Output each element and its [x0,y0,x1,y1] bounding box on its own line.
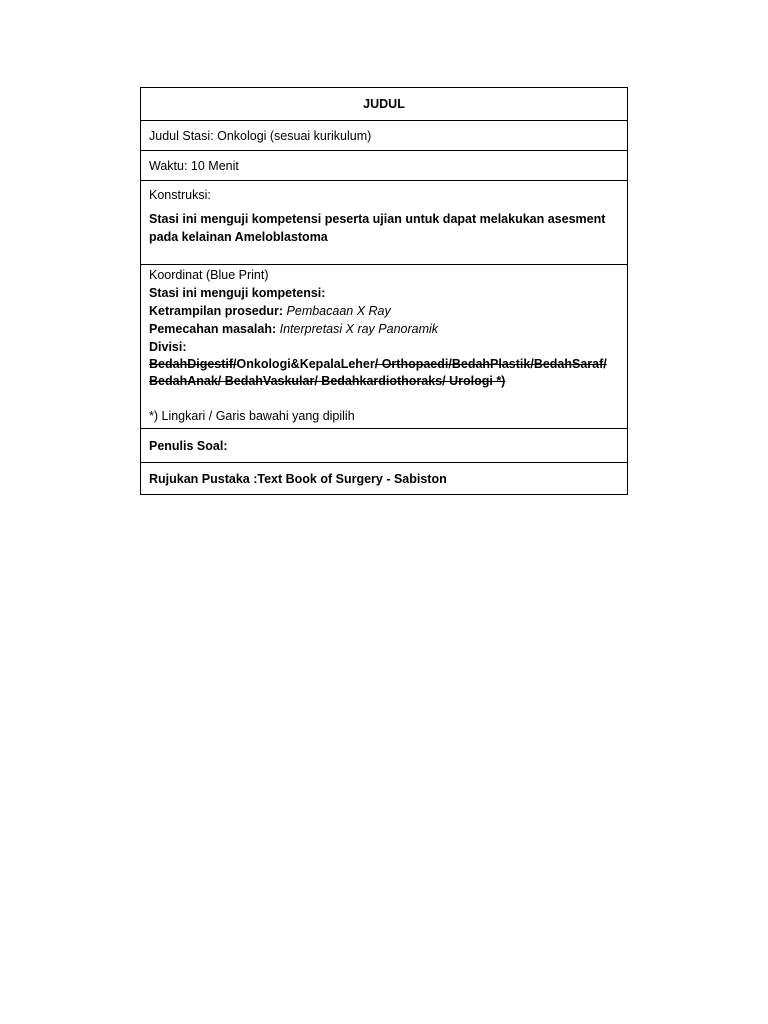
exam-station-table [140,87,628,495]
judul-stasi-text: Judul Stasi: Onkologi (sesuai kurikulum) [149,129,372,143]
pemecahan-value: Interpretasi X ray Panoramik [279,322,439,336]
konstruksi-description: Stasi ini menguji kompetensi peserta ujian untuk dapat melakukan asesment pada kelainan Ameloblastoma [149,212,606,244]
rujukan-text: Rujukan Pustaka :Text Book of Surgery - Sabiston [149,472,447,486]
ketrampilan-value: Pembacaan X Ray [286,304,391,318]
spacer [149,390,619,407]
divisi-note: *) Lingkari / Garis bawahi yang dipilih [149,409,355,423]
rujukan-row [141,462,627,494]
table-title: JUDUL [363,97,405,111]
pemecahan-line [149,320,619,338]
penulis-text: Penulis Soal: [149,439,228,453]
divisi-item-bedah-digestif: BedahDigestif/ [149,357,237,371]
koordinat-label: Koordinat (Blue Print) [149,268,269,282]
waktu-row [141,150,627,180]
waktu-text: Waktu: 10 Menit [149,159,239,173]
penulis-row [141,428,627,462]
divisi-item-onkologi: Onkologi&KepalaLeher [236,357,375,371]
table-title-row [141,88,627,120]
divisi-item-others: / Orthopaedi/BedahPlastik/BedahSaraf/ BedahAnak/ BedahVaskular/ Bedahkardiothoraks/ Urologi *) [149,357,607,388]
divisi-label: Divisi: [149,340,187,354]
ketrampilan-label: Ketrampilan prosedur: [149,304,287,318]
pemecahan-label: Pemecahan masalah: [149,322,280,336]
konstruksi-label: Konstruksi: [149,188,211,202]
judul-stasi-row [141,120,627,150]
koordinat-subtitle: Stasi ini menguji kompetensi: [149,286,326,300]
konstruksi-row [141,180,627,264]
divisi-list [149,356,619,390]
koordinat-row [141,264,627,428]
ketrampilan-line [149,302,619,320]
